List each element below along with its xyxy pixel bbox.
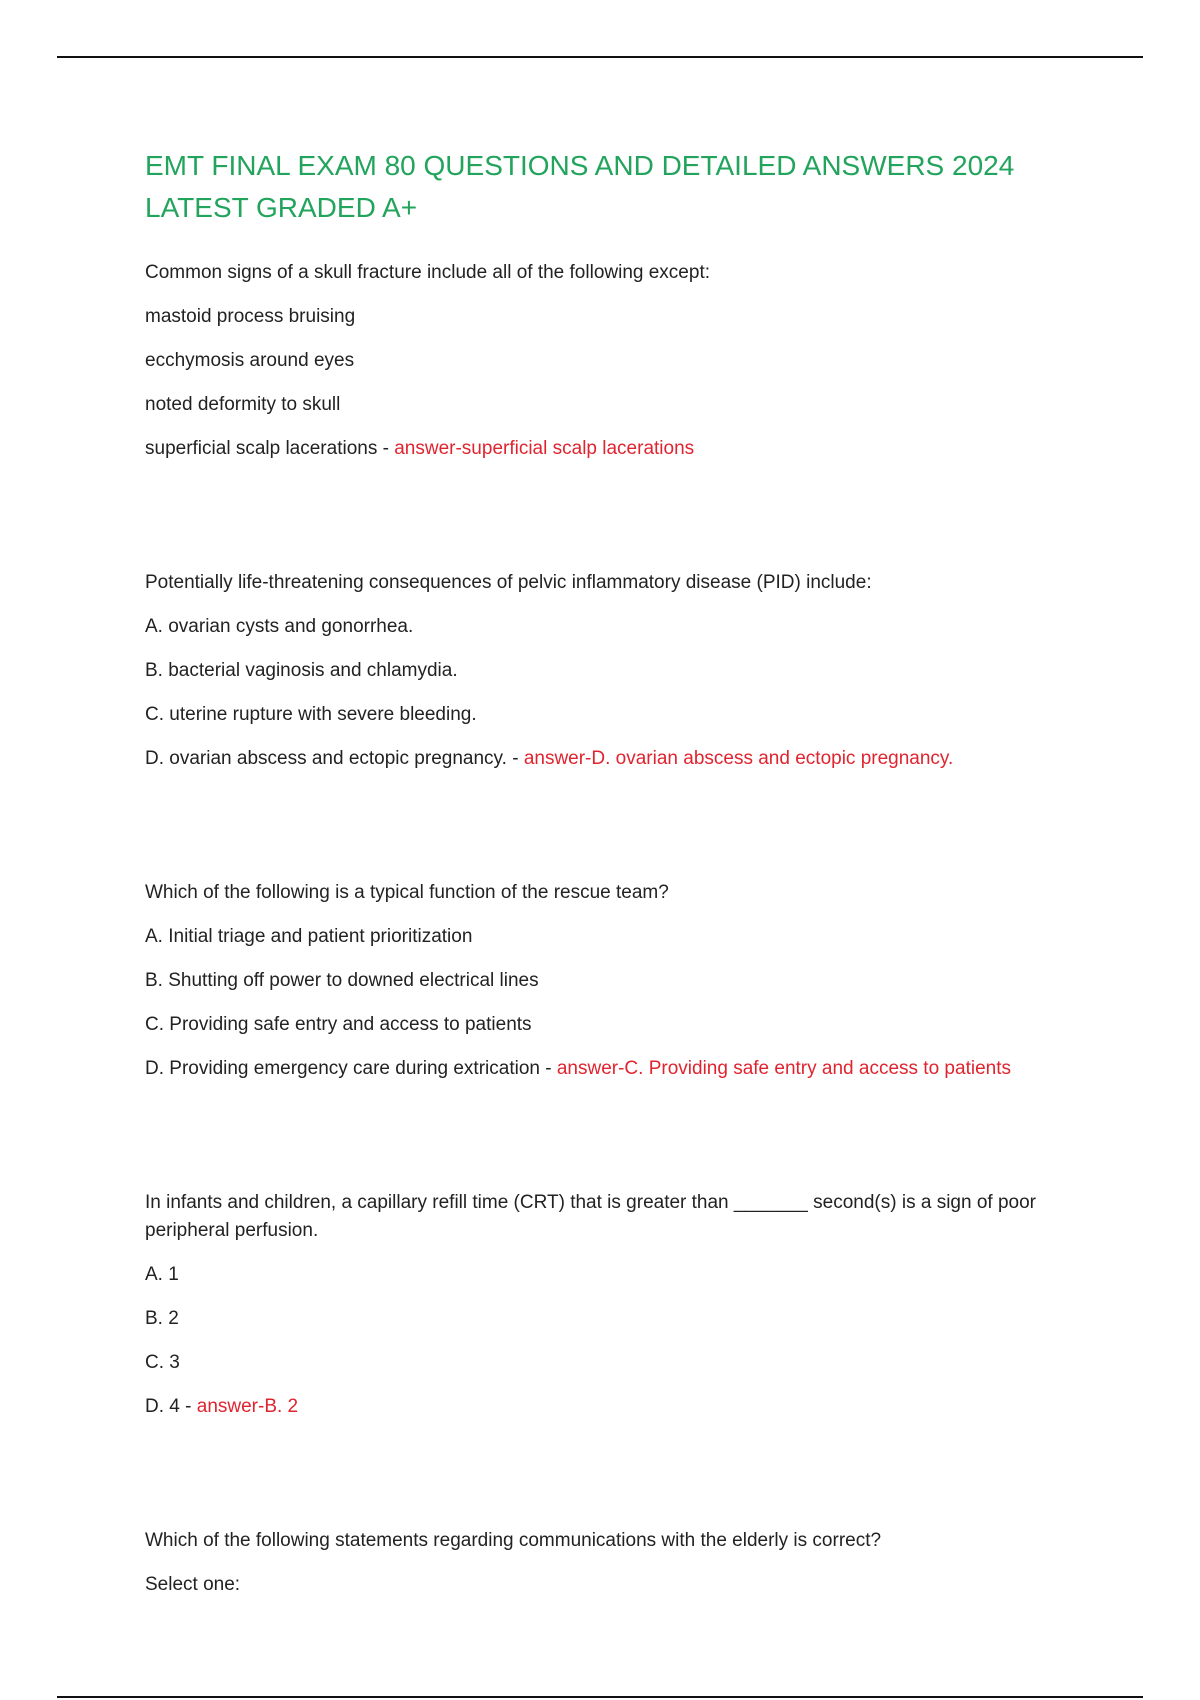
option: mastoid process bruising [145, 306, 356, 327]
option: C. uterine rupture with severe bleeding. [145, 704, 477, 725]
answer-separator: - [539, 1058, 557, 1079]
option: B. 2 [145, 1308, 179, 1329]
option: C. Providing safe entry and access to patients [145, 1014, 532, 1035]
question-block [145, 1181, 1105, 1429]
question-text: Which of the following is a typical function of the rescue team? [145, 882, 669, 903]
option-with-answer [145, 427, 1105, 471]
option: D. Providing emergency care during extrication [145, 1058, 540, 1079]
select-one-prompt: Select one: [145, 1574, 241, 1595]
question-text: In infants and children, a capillary refill time (CRT) that is greater than _______ second(s) is a sign of poor peripheral perfusion. [145, 1192, 1036, 1241]
question-block [145, 251, 1105, 471]
option: D. ovarian abscess and ectopic pregnancy. [145, 748, 507, 769]
question-text: Potentially life-threatening consequences of pelvic inflammatory disease (PID) include: [145, 572, 872, 593]
answer-text: answer-superficial scalp lacerations [394, 438, 695, 459]
answer-text: answer-C. Providing safe entry and access to patients [556, 1058, 1011, 1079]
question-block [145, 561, 1105, 781]
option-with-answer [145, 1385, 1105, 1429]
option: C. 3 [145, 1352, 180, 1373]
answer-separator: - [377, 438, 395, 459]
option: noted deformity to skull [145, 394, 341, 415]
document-body [145, 145, 1105, 1607]
question-block [145, 871, 1105, 1091]
question-block [145, 1519, 1105, 1607]
footer-rule [57, 1696, 1143, 1698]
header-rule [57, 56, 1143, 58]
option: A. ovarian cysts and gonorrhea. [145, 616, 414, 637]
question-text: Common signs of a skull fracture include all of the following except: [145, 262, 710, 283]
option: A. 1 [145, 1264, 179, 1285]
option-with-answer [145, 1047, 1105, 1091]
option: superficial scalp lacerations [145, 438, 378, 459]
option: ecchymosis around eyes [145, 350, 355, 371]
answer-separator: - [179, 1396, 197, 1417]
option: A. Initial triage and patient prioritization [145, 926, 473, 947]
document-title: EMT FINAL EXAM 80 QUESTIONS AND DETAILED ANSWERS 2024 LATEST GRADED A+ [145, 150, 1015, 223]
option: B. bacterial vaginosis and chlamydia. [145, 660, 458, 681]
answer-text: answer-B. 2 [196, 1396, 299, 1417]
question-text: Which of the following statements regarding communications with the elderly is correct? [145, 1530, 882, 1551]
option: B. Shutting off power to downed electrical lines [145, 970, 539, 991]
option-with-answer [145, 737, 1105, 781]
answer-text: answer-D. ovarian abscess and ectopic pregnancy. [523, 748, 954, 769]
answer-separator: - [506, 748, 524, 769]
option: D. 4 [145, 1396, 180, 1417]
